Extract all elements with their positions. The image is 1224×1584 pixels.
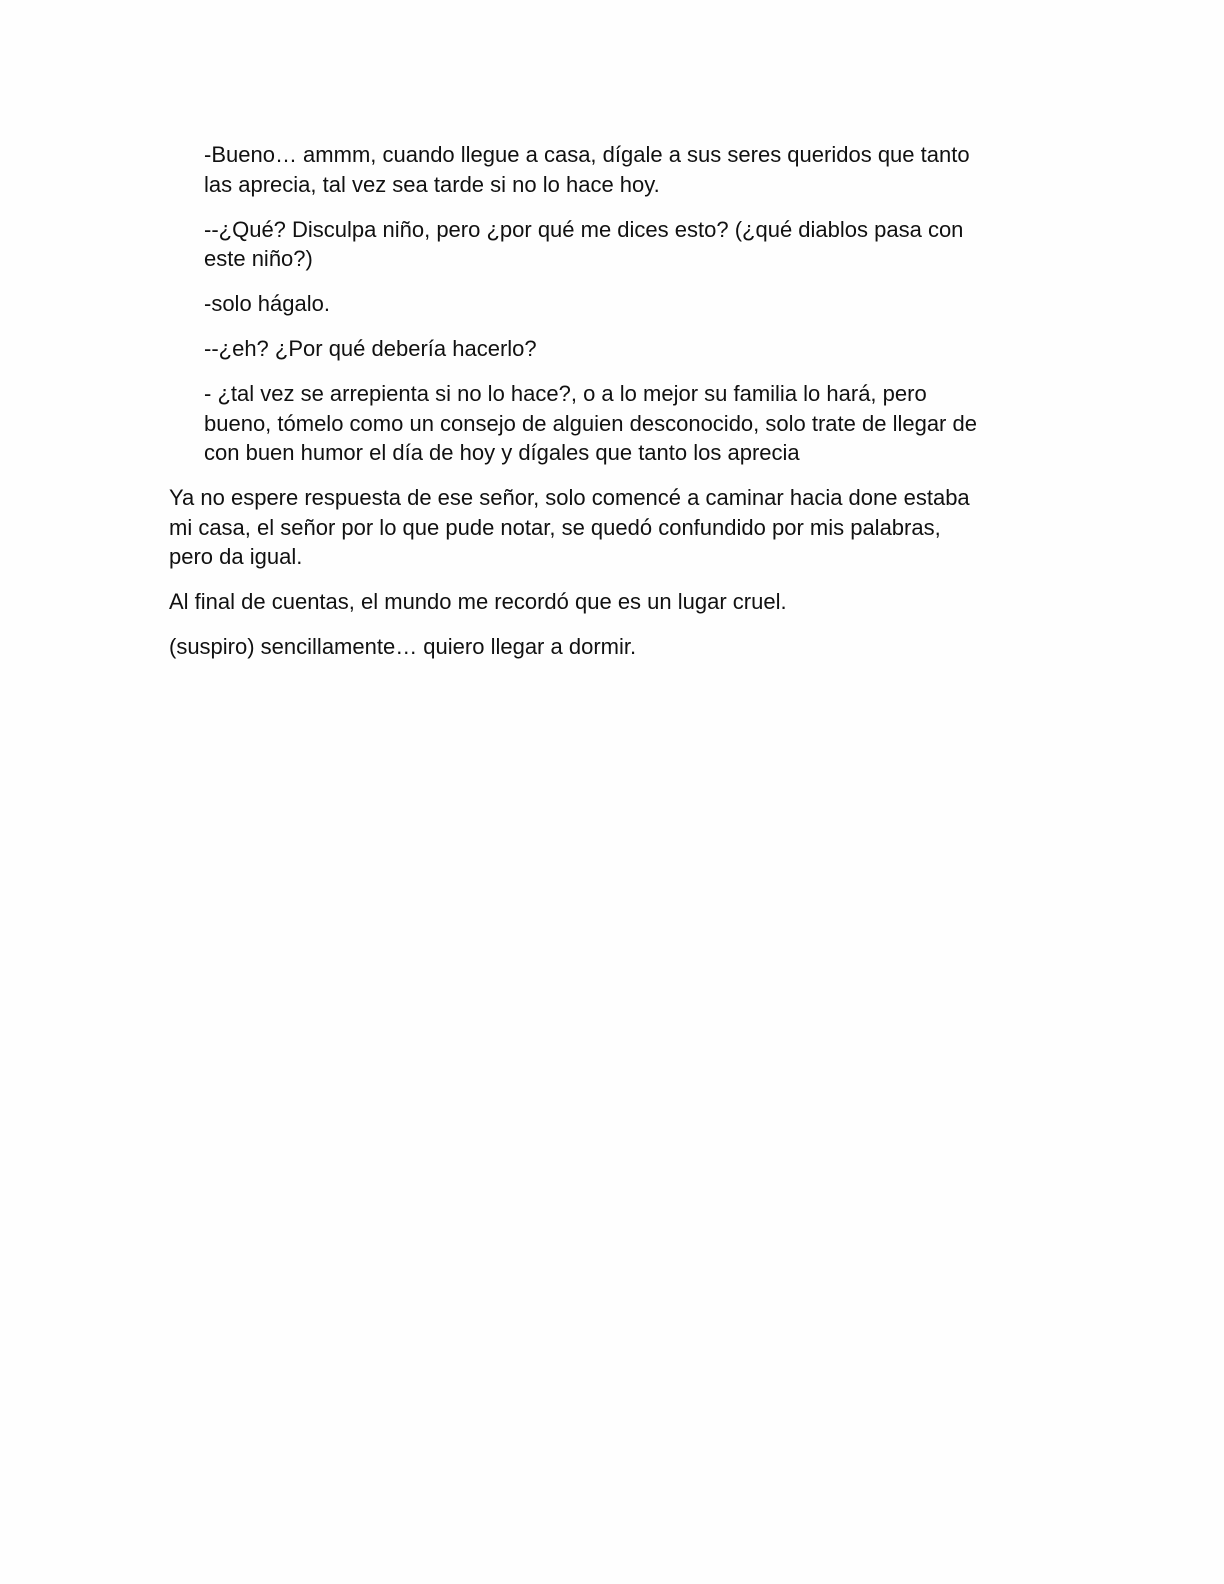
document-body [169, 140, 1049, 677]
text-line: las aprecia, tal vez sea tarde si no lo hace hoy. [204, 171, 660, 197]
text-line: (suspiro) sencillamente… quiero llegar a dormir. [169, 634, 637, 659]
text-line: pero da igual. [169, 544, 303, 569]
dialogue-paragraph [169, 379, 1049, 468]
text-line: --¿eh? ¿Por qué debería hacerlo? [204, 336, 537, 361]
text-line: - ¿tal vez se arrepienta si no lo hace?, o a lo mejor su familia lo hará, pero [204, 381, 927, 406]
text-line: Al final de cuentas, el mundo me recordó que es un lugar cruel. [169, 589, 787, 614]
narration-paragraph [169, 632, 1049, 662]
text-line: bueno, tómelo como un consejo de alguien desconocido, solo trate de llegar de [204, 410, 977, 436]
dialogue-paragraph [169, 334, 1049, 364]
text-line: --¿Qué? Disculpa niño, pero ¿por qué me dices esto? (¿qué diablos pasa con [204, 216, 964, 242]
text-line: -solo hágalo. [204, 291, 330, 316]
dialogue-paragraph [169, 215, 1049, 274]
dialogue-paragraph [169, 140, 1049, 199]
dialogue-paragraph [169, 289, 1049, 319]
text-line: con buen humor el día de hoy y dígales que tanto los aprecia [204, 440, 800, 465]
text-line: -Bueno… ammm, cuando llegue a casa, dígale a sus seres queridos que tanto [204, 142, 970, 167]
narration-paragraph [169, 587, 1049, 617]
text-line: Ya no espere respuesta de ese señor, solo comencé a caminar hacia done estaba [169, 485, 970, 510]
text-line: mi casa, el señor por lo que pude notar, se quedó confundido por mis palabras, [169, 514, 941, 540]
text-line: este niño?) [204, 246, 313, 271]
narration-paragraph [169, 483, 1049, 572]
